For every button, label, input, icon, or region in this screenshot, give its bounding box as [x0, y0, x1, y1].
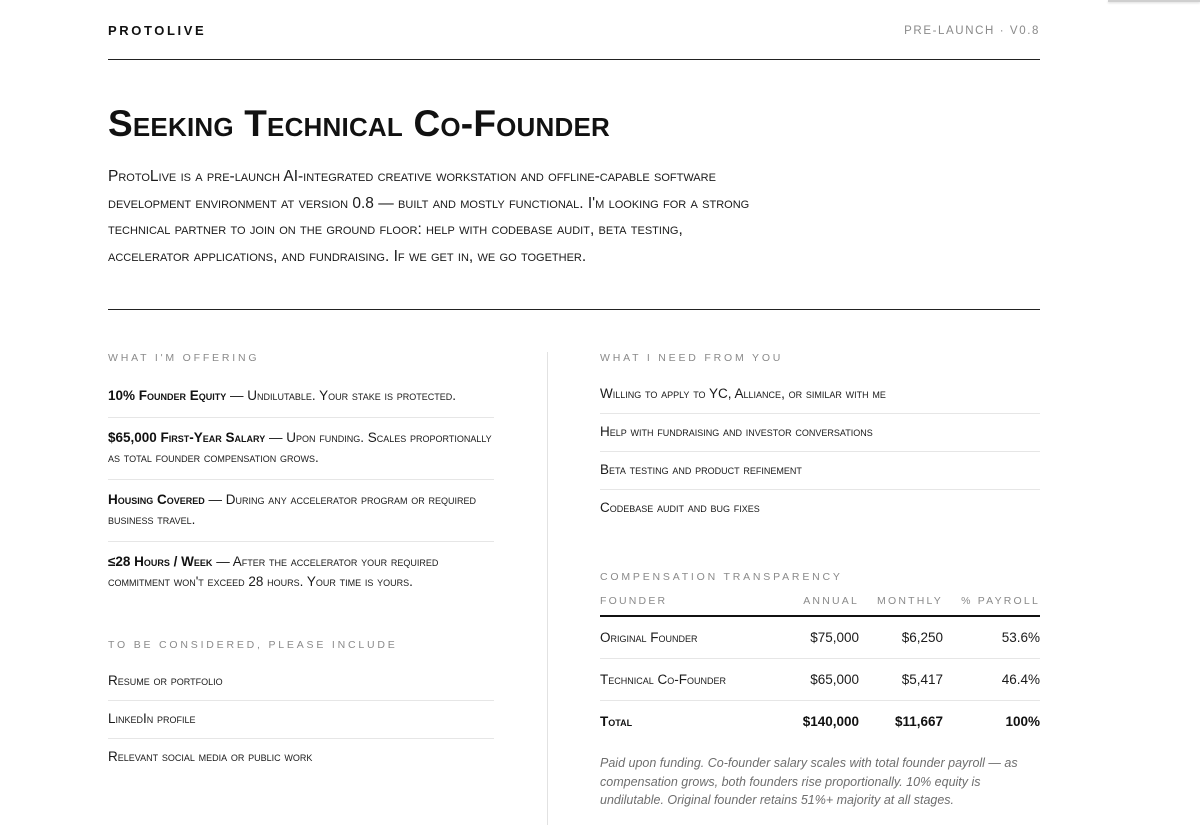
payroll-cell: 100% — [1005, 714, 1040, 729]
column-header-monthly: MONTHLY — [859, 595, 943, 616]
content-columns — [108, 310, 1040, 825]
founder-name-cell: Original Founder — [600, 616, 754, 659]
offering-item-title: 10% Founder Equity — [108, 388, 227, 403]
column-header-annual: ANNUAL — [754, 595, 859, 616]
include-label: TO BE CONSIDERED, PLEASE INCLUDE — [108, 639, 398, 651]
intro-paragraph: ProtoLive is a pre-launch AI-integrated creative workstation and offline-capable software development environment at version 0.8 — built and mostly functional. I'm looking for a strong technical partner to join on the ground floor: help with codebase audit, beta testing, accelerator applications, and fundraising. If we get in, we go together. — [108, 168, 750, 265]
offering-item-title: Housing Covered — [108, 492, 205, 507]
offering-item-title: $65,000 First-Year Salary — [108, 430, 266, 445]
monthly-cell: $6,250 — [859, 616, 943, 659]
include-item: Resume or portfolio — [108, 667, 494, 701]
include-item: LinkedIn profile — [108, 701, 494, 739]
offering-item — [108, 542, 494, 603]
table-header-row — [600, 595, 1040, 616]
offering-item — [108, 380, 494, 418]
monthly-cell: $5,417 — [859, 659, 943, 701]
compensation-table — [600, 595, 1040, 742]
table-row — [600, 659, 1040, 701]
column-header-payroll: % PAYROLL — [943, 595, 1040, 616]
offering-item — [108, 418, 494, 480]
table-total-row — [600, 701, 1040, 743]
offering-item-text: — During any accelerator program or required business travel. — [108, 492, 476, 527]
include-list — [108, 667, 494, 776]
founder-name-cell: Technical Co-Founder — [600, 659, 754, 701]
annual-cell: $140,000 — [802, 714, 859, 729]
compensation-label: COMPENSATION TRANSPARENCY — [600, 571, 843, 583]
needs-item: Codebase audit and bug fixes — [600, 500, 760, 515]
top-bar — [108, 0, 1040, 60]
column-header-founder: FOUNDER — [600, 595, 754, 616]
include-item: Relevant social media or public work — [108, 749, 313, 764]
left-column — [108, 352, 494, 776]
founder-name-cell: Total — [600, 714, 633, 729]
payroll-cell: 46.4% — [943, 659, 1040, 701]
offering-item-text: — After the accelerator your required commitment won't exceed 28 hours. Your time is yours. — [108, 554, 439, 589]
offering-item-text: — Upon funding. Scales proportionally as total founder compensation grows. — [108, 430, 492, 465]
page-title: Seeking Technical Co-Founder — [108, 103, 610, 144]
version-badge: PRE-LAUNCH · V0.8 — [904, 25, 1040, 37]
monthly-cell: $11,667 — [894, 714, 943, 729]
compensation-note: Paid upon funding. Co-founder salary scales with total founder payroll — as compensation grows, both founders rise proportionally. 10% equity is undilutable. Original founder retains 51%+ majority at all stages. — [600, 756, 1018, 807]
offering-item — [108, 480, 494, 542]
needs-item: Beta testing and product refinement — [600, 452, 1040, 490]
right-column — [600, 352, 1040, 810]
column-divider — [547, 352, 548, 825]
hero-section — [108, 60, 1040, 310]
offering-item-title: ≤28 Hours / Week — [108, 554, 213, 569]
annual-cell: $75,000 — [754, 616, 859, 659]
offering-item-text: — Undilutable. Your stake is protected. — [226, 388, 456, 403]
needs-item: Help with fundraising and investor conversations — [600, 414, 1040, 452]
include-section — [108, 639, 494, 776]
compensation-section — [600, 571, 1040, 810]
needs-label: WHAT I NEED FROM YOU — [600, 352, 784, 364]
offering-label: WHAT I'M OFFERING — [108, 352, 260, 364]
needs-list — [600, 380, 1040, 527]
needs-item: Willing to apply to YC, Alliance, or similar with me — [600, 380, 1040, 414]
annual-cell: $65,000 — [754, 659, 859, 701]
window-edge-shadow — [1108, 0, 1200, 2]
brand-logo: PROTOLIVE — [108, 23, 207, 38]
table-row — [600, 616, 1040, 659]
payroll-cell: 53.6% — [943, 616, 1040, 659]
page-container — [108, 0, 1040, 807]
offering-list — [108, 380, 494, 603]
